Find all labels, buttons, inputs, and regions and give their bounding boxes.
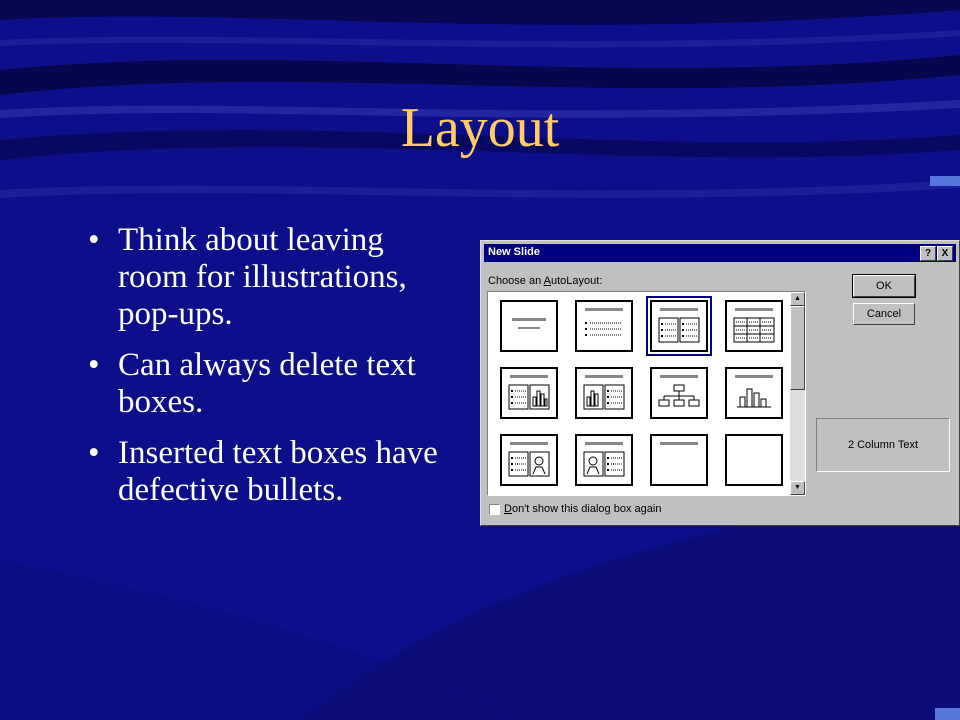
title-slide-icon [502,302,556,350]
autolayout-list[interactable] [487,291,806,496]
bullet-text: Inserted text boxes have defective bullets. [118,435,438,508]
blank-icon [727,436,781,484]
text-and-chart-icon [502,369,556,417]
layout-text-and-chart[interactable] [500,367,558,419]
scroll-thumb[interactable] [790,306,805,390]
layout-organization-chart[interactable] [650,367,708,419]
bullet-marker: • [88,347,100,383]
bullet-item [88,347,458,421]
dont-show-again-label[interactable] [504,503,661,515]
chart-icon [727,369,781,417]
label-accelerator: A [543,275,551,287]
bullet-marker: • [88,435,100,471]
layout-clip-art-and-text[interactable] [575,434,633,486]
layout-text-and-clip-art[interactable] [500,434,558,486]
bullet-text: Think about leaving room for illustrations, pop-ups. [118,222,407,332]
organization-chart-icon [652,369,706,417]
label-accelerator: D [504,503,512,516]
cancel-button[interactable]: Cancel [853,303,915,325]
dont-show-again-checkbox[interactable] [489,504,500,515]
bullet-marker: • [88,222,100,258]
layout-bulleted-list[interactable] [575,300,633,352]
layout-title-only[interactable] [650,434,708,486]
bullet-list [88,222,458,523]
close-button[interactable]: X [937,246,953,261]
label-text: Choose an [488,275,544,287]
bullet-text: Can always delete text boxes. [118,347,416,420]
text-and-clip-art-icon [502,436,556,484]
dialog-titlebar[interactable] [484,244,956,262]
label-text: utoLayout: [551,275,603,287]
help-button[interactable]: ? [920,246,936,261]
layout-blank[interactable] [725,434,783,486]
slide-title: Layout [400,97,560,159]
bullet-item [88,435,458,509]
layout-2-column-text[interactable] [650,300,708,352]
chart-and-text-icon [577,369,631,417]
autolayout-label [488,275,602,287]
2-column-text-icon [652,302,706,350]
dont-show-again-row[interactable] [489,503,661,515]
scroll-down-button[interactable]: ▼ [790,481,805,495]
clip-art-and-text-icon [577,436,631,484]
layout-scrollbar[interactable] [790,292,805,495]
title-only-icon [652,436,706,484]
layout-chart[interactable] [725,367,783,419]
dialog-title: New Slide [488,246,540,258]
accent-bar-top [930,176,960,186]
ok-button[interactable]: OK [853,275,915,297]
accent-bar-bottom [935,708,960,720]
layout-table[interactable] [725,300,783,352]
layout-chart-and-text[interactable] [575,367,633,419]
layout-preview-label: 2 Column Text [816,418,950,472]
label-text: on't show this dialog box again [511,503,662,516]
bullet-item [88,222,458,333]
table-icon [727,302,781,350]
new-slide-dialog [480,240,960,526]
scroll-up-button[interactable]: ▲ [790,292,805,306]
bulleted-list-icon [577,302,631,350]
layout-title-slide[interactable] [500,300,558,352]
